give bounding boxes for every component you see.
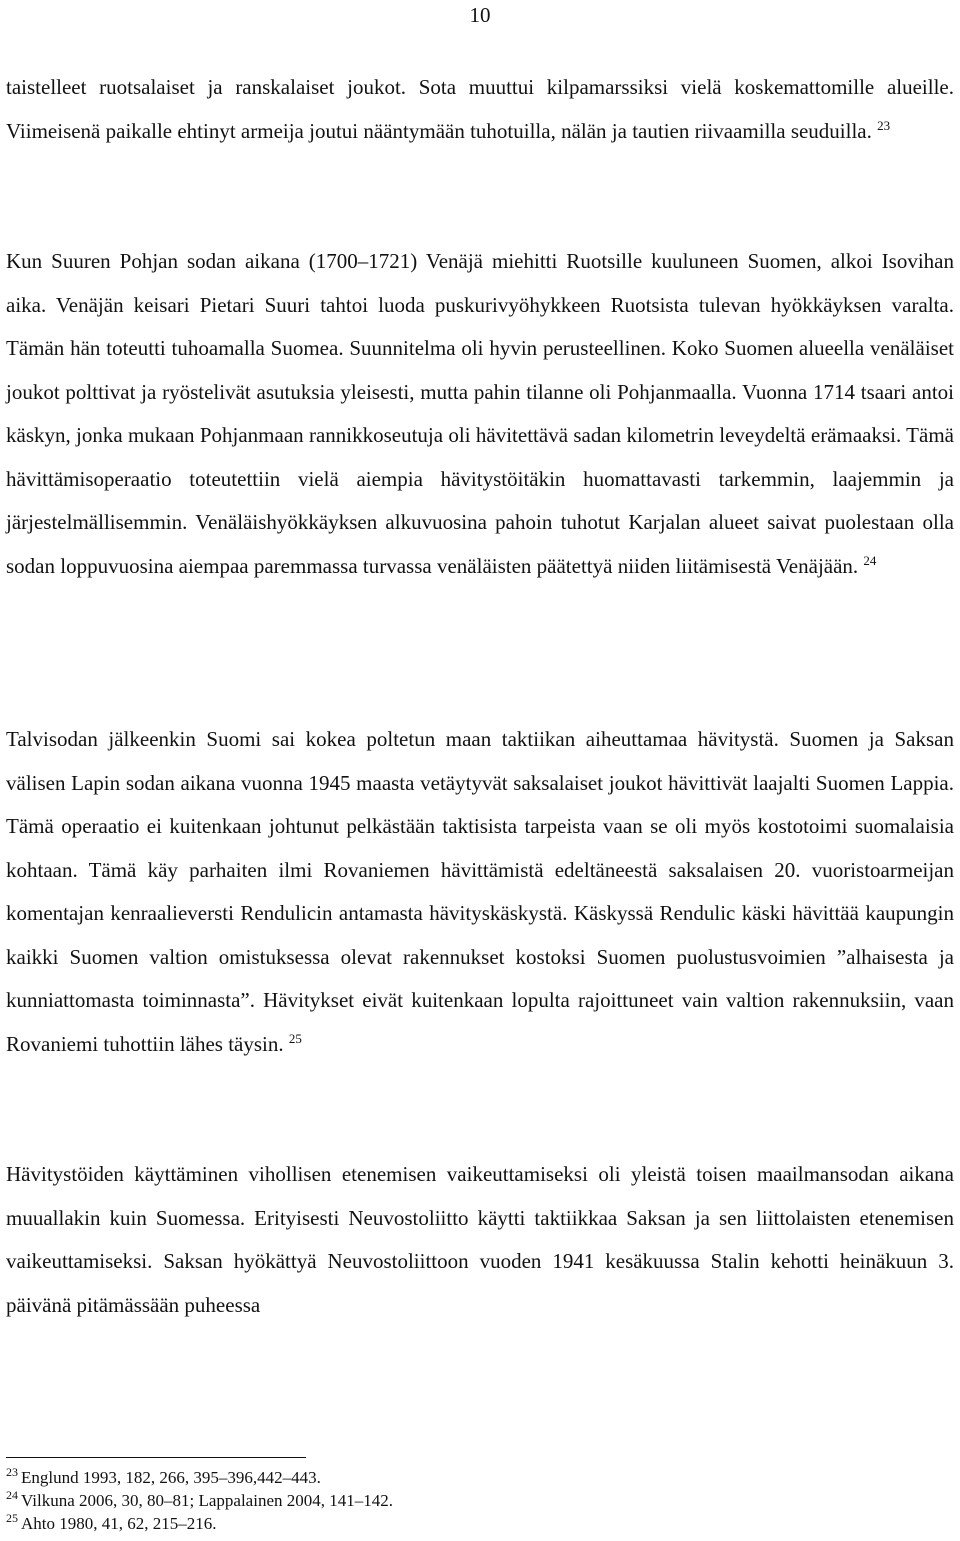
paragraph-text: Hävitystöiden käyttäminen vihollisen etenemisen vaikeuttamiseksi oli yleistä toisen maailmansodan aikana muuallakin kuin Suomessa. Erityisesti Neuvostoliitto käytti taktiikkaa Saksan ja sen liittolaisten etenemisen vaikeuttamiseksi. Saksan hyökättyä Neuvostoliittoon vuoden 1941 kesäkuussa Stalin kehotti heinäkuun 3. päivänä pitämässään puheessa <box>6 1162 954 1317</box>
footnote-text: Ahto 1980, 41, 62, 215–216. <box>21 1514 217 1533</box>
footnote-number: 23 <box>6 1465 18 1480</box>
footnote-number: 24 <box>6 1488 18 1503</box>
body-paragraph-3 <box>6 718 954 1066</box>
footnote-number: 25 <box>6 1511 18 1526</box>
body-paragraph-2 <box>6 240 954 588</box>
footnote-divider <box>6 1457 306 1458</box>
footnote-reference[interactable]: 24 <box>863 552 877 568</box>
body-paragraph-1 <box>6 66 954 153</box>
page-number: 10 <box>469 3 491 27</box>
paragraph-text: taistelleet ruotsalaiset ja ranskalaiset joukot. Sota muuttui kilpamarssiksi vielä koskemattomille alueille. Viimeisenä paikalle ehtinyt armeija joutui nääntymään tuhotuilla, nälän ja tautien riivaamilla seuduilla. <box>6 75 954 143</box>
footnote-text: Englund 1993, 182, 266, 395–396,442–443. <box>21 1468 321 1487</box>
footnote-reference[interactable]: 25 <box>288 1030 302 1046</box>
footnote-reference[interactable]: 23 <box>877 117 891 133</box>
body-paragraph-4 <box>6 1153 954 1327</box>
paragraph-text: Talvisodan jälkeenkin Suomi sai kokea poltetun maan taktiikan aiheuttamaa hävitystä. Suomen ja Saksan välisen Lapin sodan aikana vuonna 1945 maasta vetäytyvät saksalaiset joukot hävittivät laajalti Suomen Lappia. Tämä operaatio ei kuitenkaan johtunut pelkästään taktisista tarpeista vaan se oli myös kostotoimi suomalaisia kohtaan. Tämä käy parhaiten ilmi Rovaniemen hävittämistä edeltäneestä saksalaisen 20. vuoristoarmeijan komentajan kenraalieversti Rendulicin antamasta hävityskäskystä. Käskyssä Rendulic käski hävittää kaupungin kaikki Suomen valtion omistuksessa olevat rakennukset kostoksi Suomen puolustusvoimien ”alhaisesta ja kunniattomasta toiminnasta”. Hävitykset eivät kuitenkaan lopulta rajoittuneet vain valtion rakennuksiin, vaan Rovaniemi tuhottiin lähes täysin. <box>6 727 954 1056</box>
footnote-item <box>6 1489 906 1512</box>
paragraph-text: Kun Suuren Pohjan sodan aikana (1700–1721) Venäjä miehitti Ruotsille kuuluneen Suomen, alkoi Isovihan aika. Venäjän keisari Pietari Suuri tahtoi luoda puskurivyöhykkeen Ruotsista tulevan hyökkäyksen varalta. Tämän hän toteutti tuhoamalla Suomea. Suunnitelma oli hyvin perusteellinen. Koko Suomen alueella venäläiset joukot polttivat ja ryöstelivät asutuksia yleisesti, mutta pahin tilanne oli Pohjanmaalla. Vuonna 1714 tsaari antoi käskyn, jonka mukaan Pohjanmaan rannikkoseutuja oli hävitettävä sadan kilometrin leveydeltä erämaaksi. Tämä hävittämisoperaatio toteutettiin vielä aiempia hävitystöitäkin huomattavasti tarkemmin, laajemmin ja järjestelmällisemmin. Venäläishyökkäyksen alkuvuosina pahoin tuhotut Karjalan alueet saivat puolestaan olla sodan loppuvuosina aiempaa paremmassa turvassa venäläisten päätettyä niiden liitämisestä Venäjään. <box>6 249 954 578</box>
footnote-item <box>6 1512 906 1535</box>
footnote-item <box>6 1466 906 1489</box>
footnote-text: Vilkuna 2006, 30, 80–81; Lappalainen 2004, 141–142. <box>21 1491 393 1510</box>
footnotes-section <box>6 1466 906 1535</box>
